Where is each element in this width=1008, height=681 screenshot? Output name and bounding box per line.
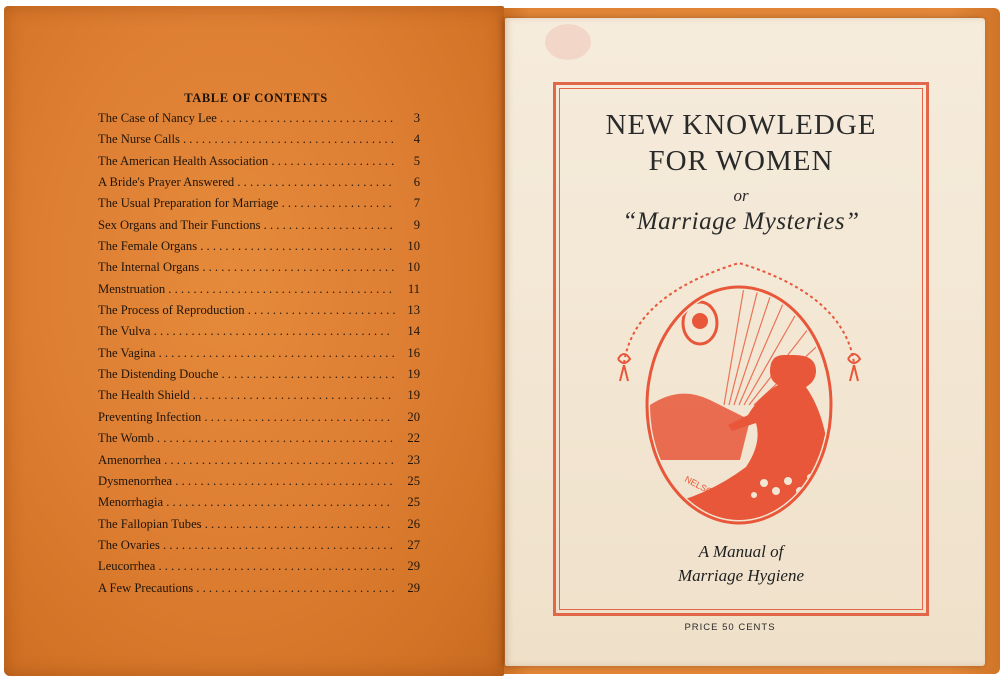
toc-entry-page: 16 [407,345,420,360]
illustration-signature: NELSON WHITE [683,473,749,515]
toc-entry [98,471,420,492]
toc-entry-page: 27 [407,537,420,552]
toc-entry-page: 19 [407,388,420,403]
toc-entry [98,257,420,278]
toc-entry [98,151,420,172]
toc-entry-title: The Womb . . . . . . . . . . . . . . . . . . . . . . . . . . . . . . . . . . . . . . [98,431,394,446]
toc-entry [98,321,420,342]
toc-entry [98,364,420,385]
toc-entry-title: The American Health Association . . . . . . . . . . . . . . . . . . . . [98,153,395,168]
toc-entry [98,428,420,449]
toc-entry-page: 4 [413,132,420,147]
table-of-contents [98,88,420,599]
toc-entry [98,450,420,471]
subtitle: “Marriage Mysteries” [622,208,860,235]
title-line-1: NEW KNOWLEDGE [605,109,877,141]
toc-entry [98,385,420,406]
toc-entry-page: 25 [407,473,420,488]
toc-list [98,108,420,599]
toc-entry-page: 6 [413,175,420,190]
toc-entry-page: 5 [413,153,420,168]
right-page-title [505,18,985,666]
toc-entry-title: A Bride's Prayer Answered . . . . . . . . . . . . . . . . . . . . . . . . . [98,175,392,190]
faded-stamp [545,24,591,60]
left-ribbon [618,354,630,381]
toc-entry-title: Menorrhagia . . . . . . . . . . . . . . . . . . . . . . . . . . . . . . . . . . . . [98,495,390,510]
toc-entry [98,407,420,428]
toc-entry-title: The Internal Organs . . . . . . . . . . . . . . . . . . . . . . . . . . . . . . . [98,260,395,275]
toc-entry [98,535,420,556]
toc-entry [98,129,420,150]
or-word: or [733,186,749,205]
toc-entry-page: 29 [407,559,420,574]
toc-entry-page: 23 [407,452,420,467]
toc-entry-page: 10 [407,239,420,254]
toc-entry [98,343,420,364]
toc-entry-title: The Vagina . . . . . . . . . . . . . . . . . . . . . . . . . . . . . . . . . . . . . . [98,345,395,360]
toc-entry-title: The Nurse Calls . . . . . . . . . . . . . . . . . . . . . . . . . . . . . . . . . . [98,132,394,147]
left-page-table-of-contents [4,6,504,676]
toc-entry-page: 14 [407,324,420,339]
toc-entry-page: 3 [413,111,420,125]
title-line-2: FOR WOMEN [648,145,834,177]
toc-entry [98,215,420,236]
toc-entry-title: Preventing Infection . . . . . . . . . . . . . . . . . . . . . . . . . . . . . . [98,409,391,424]
toc-entry-title: Amenorrhea . . . . . . . . . . . . . . . . . . . . . . . . . . . . . . . . . . . . . [98,452,394,467]
toc-entry-title: The Case of Nancy Lee . . . . . . . . . . . . . . . . . . . . . . . . . . . . [98,111,394,125]
toc-entry [98,492,420,513]
toc-entry-title: A Few Precautions . . . . . . . . . . . . . . . . . . . . . . . . . . . . . . . . [98,580,395,595]
toc-entry [98,300,420,321]
toc-entry [98,514,420,535]
toc-entry-page: 10 [407,260,420,275]
toc-entry-page: 9 [413,217,420,232]
toc-entry [98,108,420,129]
toc-entry [98,172,420,193]
right-ribbon [848,354,860,381]
toc-entry [98,279,420,300]
toc-entry-title: The Distending Douche . . . . . . . . . . . . . . . . . . . . . . . . . . . . [98,367,395,382]
toc-entry-title: The Female Organs . . . . . . . . . . . . . . . . . . . . . . . . . . . . . . . [98,239,393,254]
toc-entry-title: The Vulva . . . . . . . . . . . . . . . . . . . . . . . . . . . . . . . . . . . . . . [98,324,390,339]
manual-line-2: Marriage Hygiene [677,566,805,585]
toc-entry-title: Leucorrhea . . . . . . . . . . . . . . . . . . . . . . . . . . . . . . . . . . . . . . [98,559,395,574]
toc-entry-title: Dysmenorrhea . . . . . . . . . . . . . . . . . . . . . . . . . . . . . . . . . . . [98,473,393,488]
toc-entry-page: 19 [407,367,420,382]
toc-entry-title: The Health Shield . . . . . . . . . . . . . . . . . . . . . . . . . . . . . . . . [98,388,392,403]
title-frame [553,82,929,616]
toc-entry-title: Sex Organs and Their Functions . . . . . . . . . . . . . . . . . . . . . [98,217,393,232]
toc-entry-title: The Process of Reproduction . . . . . . . . . . . . . . . . . . . . . . . . [98,303,396,318]
toc-entry-title: The Ovaries . . . . . . . . . . . . . . . . . . . . . . . . . . . . . . . . . . . . . [98,537,393,552]
toc-entry [98,556,420,577]
toc-entry-title: The Fallopian Tubes . . . . . . . . . . . . . . . . . . . . . . . . . . . . . . [98,516,391,531]
toc-entry-page: 7 [413,196,420,211]
toc-entry-page: 20 [407,409,420,424]
toc-entry-page: 25 [407,495,420,510]
toc-entry-title: The Usual Preparation for Marriage . . . . . . . . . . . . . . . . . . [98,196,392,211]
toc-entry-page: 29 [407,580,420,595]
toc-entry-page: 22 [407,431,420,446]
toc-heading: TABLE OF CONTENTS [184,91,328,105]
toc-entry-title: Menstruation . . . . . . . . . . . . . . . . . . . . . . . . . . . . . . . . . . . . [98,281,392,296]
toc-entry-page: 26 [407,516,420,531]
manual-line-1: A Manual of [698,542,784,561]
toc-entry-page: 11 [407,281,420,296]
toc-entry [98,193,420,214]
toc-entry-page: 13 [407,303,420,318]
toc-entry [98,236,420,257]
toc-entry [98,578,420,599]
price-label: PRICE 50 CENTS [684,622,776,633]
oval-illustration [614,255,864,533]
